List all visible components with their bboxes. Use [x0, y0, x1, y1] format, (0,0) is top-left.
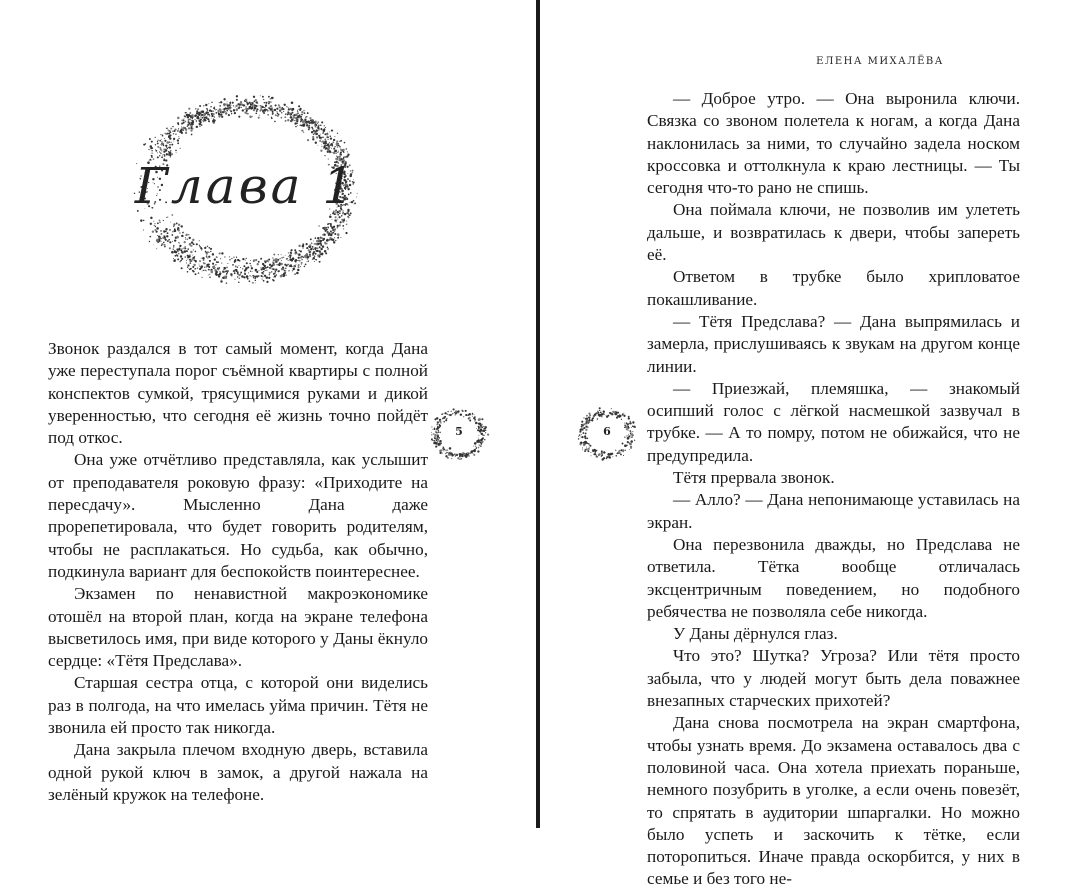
left-page	[0, 0, 536, 828]
paragraph: Дана закрыла плечом входную дверь, вставила одной рукой ключ в замок, а другой нажала на зелёный кружок на телефоне.	[48, 740, 428, 804]
paragraph: — Тётя Предслава? — Дана выпрямилась и замерла, прислушиваясь к звукам на другом конце линии.	[647, 311, 1020, 376]
right-page	[540, 0, 1073, 889]
paragraph: Она перезвонила дважды, но Предслава не ответила. Тётка вообще отличалась эксцентричным поведением, но подобного ребячества не позволяла себе никогда.	[647, 534, 1020, 621]
page-number-left	[427, 404, 491, 464]
left-page-body	[48, 338, 428, 806]
paragraph: Что это? Шутка? Угроза? Или тётя просто забыла, что у людей могут быть дела поважнее внезапных старческих прихотей?	[647, 646, 1020, 711]
paragraph: Она поймала ключи, не позволив им улететь дальше, и возвратилась к двери, чтобы запереть её.	[647, 200, 1020, 265]
page-number-right-label: 6	[603, 425, 611, 438]
paragraph: — Доброе утро. — Она выронила ключи. Связка со звоном полетела к ногам, а когда Дана наклонилась за ними, то случайно задела носком кроссовка и оттолкнула к краю лестницы. — Ты сегодня что-то рано не спишь.	[647, 89, 1020, 198]
running-head: ЕЛЕНА МИХАЛЁВА	[816, 56, 944, 67]
paragraph: Ответом в трубке было хрипловатое покашливание.	[647, 267, 1020, 309]
paragraph: — Приезжай, племяшка, — знакомый осипший голос с лёгкой насмешкой зазвучал в трубке. — А то помру, потом не обижайся, что не предупредила.	[647, 378, 1020, 465]
paragraph: Старшая сестра отца, с которой они виделись раз в полгода, на что имелась уйма причин. Тётя не звонила ей просто так никогда.	[48, 673, 428, 738]
paragraph: — Алло? — Дана непонимающе уставилась на экран.	[647, 490, 1020, 532]
paragraph: Экзамен по ненавистной макроэкономике отошёл на второй план, когда на экране телефона высветилось имя, при виде которого у Даны ёкнуло сердце: «Тётя Предслава».	[48, 584, 428, 671]
paragraph: Дана снова посмотрела на экран смартфона, чтобы узнать время. До экзамена оставалось два с половиной часа. Она хотела приехать пораньше, немного позубрить в уголке, а если очень повезёт, то спрятать в аудитории шпаргалки. Но можно было успеть и заскочить к тётке, если поторопиться. Иначе правда оскорбится, у них в семье и без того не-	[647, 713, 1020, 889]
chapter-heading	[128, 92, 364, 292]
paragraph: У Даны дёрнулся глаз.	[673, 624, 838, 644]
right-page-body	[647, 88, 1020, 891]
page-number-left-label: 5	[455, 425, 463, 438]
paragraph: Она уже отчётливо представляла, как услышит от преподавателя роковую фразу: «Приходите на пересдачу». Мысленно Дана даже прорепетировала, что будет говорить родителям, чтобы не расплакаться. Но судьба, как обычно, подкинула вариант для беспокойств поинтереснее.	[48, 450, 428, 581]
chapter-title: Глава 1	[134, 157, 358, 215]
paragraph: Тётя прервала звонок.	[673, 468, 835, 488]
paragraph: Звонок раздался в тот самый момент, когда Дана уже переступала порог съёмной квартиры с полной конспектов сумкой, трясущимися руками и дикой уверенностью, что сегодня её жизнь точно пойдёт под откос.	[48, 339, 428, 448]
page-number-right	[575, 404, 639, 464]
